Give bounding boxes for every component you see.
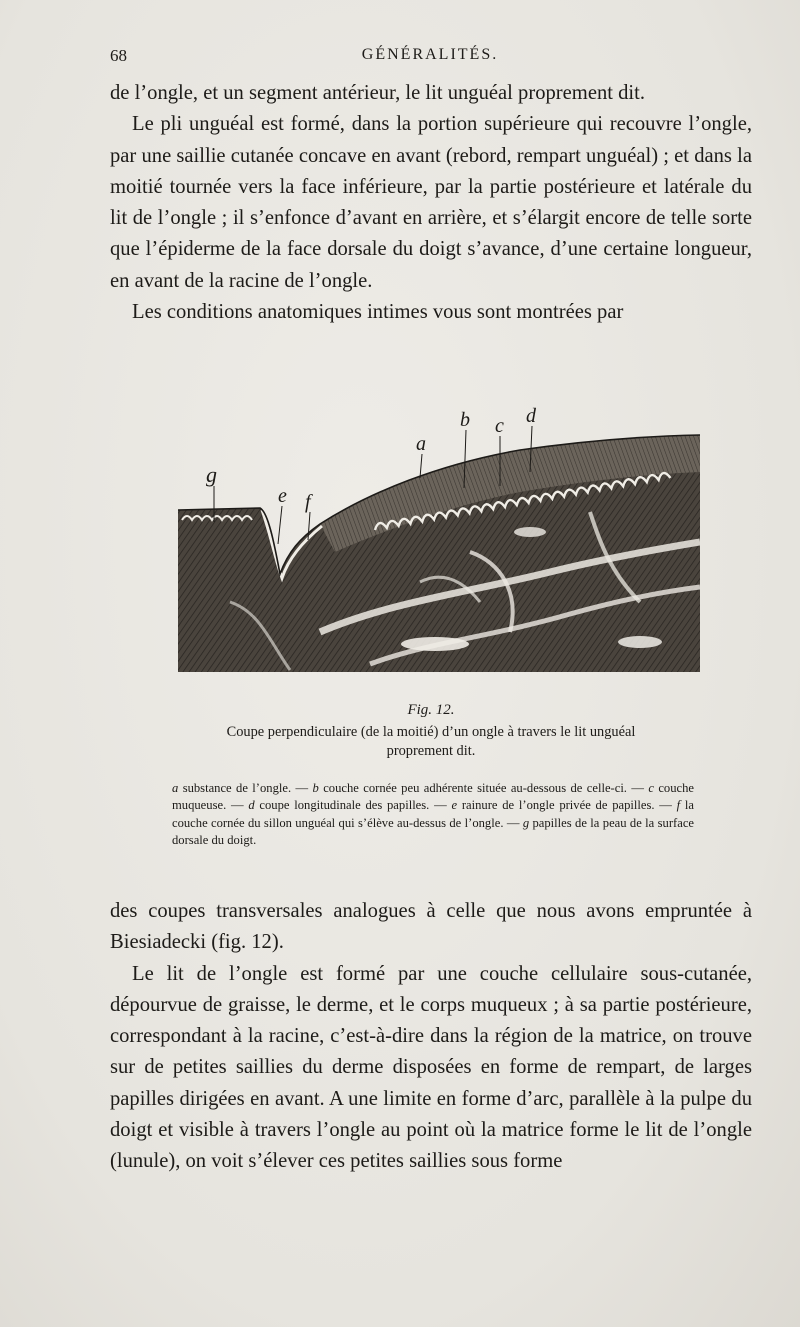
- legend-key-g: g: [522, 815, 530, 830]
- paragraph: de l’ongle, et un segment antérieur, le lit unguéal proprement dit.: [110, 82, 646, 104]
- page-number: 68: [110, 46, 127, 65]
- label-e: e: [278, 485, 287, 507]
- nail-section-engraving: [170, 402, 700, 698]
- label-b: b: [460, 409, 470, 431]
- legend-text-d: coupe longitudinale des papilles. —: [259, 798, 452, 813]
- label-d: d: [526, 405, 536, 427]
- text-block-top: [110, 78, 752, 328]
- figure-caption: [110, 702, 752, 761]
- label-g: g: [206, 462, 217, 487]
- paragraph: Les conditions anatomiques intimes vous sont montrées par: [132, 301, 624, 324]
- legend-key-a: a: [172, 781, 179, 795]
- legend-key-e: e: [451, 798, 458, 813]
- figure-title: Coupe perpendiculaire (de la moitié) d’un ongle à travers le lit unguéal proprement dit.: [226, 724, 636, 759]
- legend-text-a: substance de l’ongle. —: [182, 781, 313, 795]
- running-head: GÉNÉRALITÉS.: [361, 46, 499, 63]
- legend-key-b: b: [312, 781, 319, 795]
- paragraph: Le pli unguéal est formé, dans la portion supérieure qui recouvre l’ongle, par une saillie cutanée concave en avant (rebord, rempart unguéal) ; et dans la moitié tournée vers la face inférieure, par la partie postérieure et latérale du lit de l’ongle ; il s’enfonce d’avant en arrière, et s’élargit encore de telle sorte que l’épiderme de la face dorsale du doigt s’avance, d’une certaine longueur, en avant de la racine de l’ongle.: [110, 113, 752, 292]
- legend-text-g: papilles de la peau de la surface dorsale du doigt.: [172, 815, 694, 848]
- label-f: f: [305, 491, 311, 513]
- paragraph: Le lit de l’ongle est formé par une couche cellulaire sous-cutanée, dépourvue de graisse, le derme, et le corps muqueux ; à sa partie postérieure, correspondant à la racine, c’est-à-dire dans la région de la matrice, on trouve sur de petites saillies du derme disposées en forme de rempart, de larges papilles dirigées en avant. A une limite en forme d’arc, parallèle à la pulpe du doigt et visible à travers l’ongle au point où la matrice forme le lit de l’ongle (lunule), on voit s’élever ces petites saillies sous forme: [110, 962, 752, 1173]
- page-header: [110, 46, 750, 72]
- label-a: a: [416, 433, 426, 455]
- legend-text-b: couche cornée peu adhérente située au-dessous de celle-ci. —: [323, 781, 649, 795]
- legend-key-f: f: [676, 798, 681, 813]
- legend-key-d: d: [248, 798, 255, 813]
- legend-text-f: la couche cornée du sillon unguéal qui s’élève au-dessus de l’ongle. —: [172, 798, 694, 830]
- figure-number: Fig. 12.: [407, 702, 455, 718]
- figure-illustration: [170, 402, 700, 698]
- legend-text-e: rainure de l’ongle privée de papilles. —: [461, 798, 677, 813]
- legend-text-c: couche muqueuse. —: [172, 781, 694, 813]
- paragraph: des coupes transversales analogues à celle que nous avons empruntée à Biesiadecki (fig. 12).: [110, 900, 752, 954]
- figure-legend: [172, 780, 694, 850]
- text-block-bottom: [110, 896, 752, 1178]
- legend-key-c: c: [648, 781, 654, 795]
- label-c: c: [495, 415, 504, 437]
